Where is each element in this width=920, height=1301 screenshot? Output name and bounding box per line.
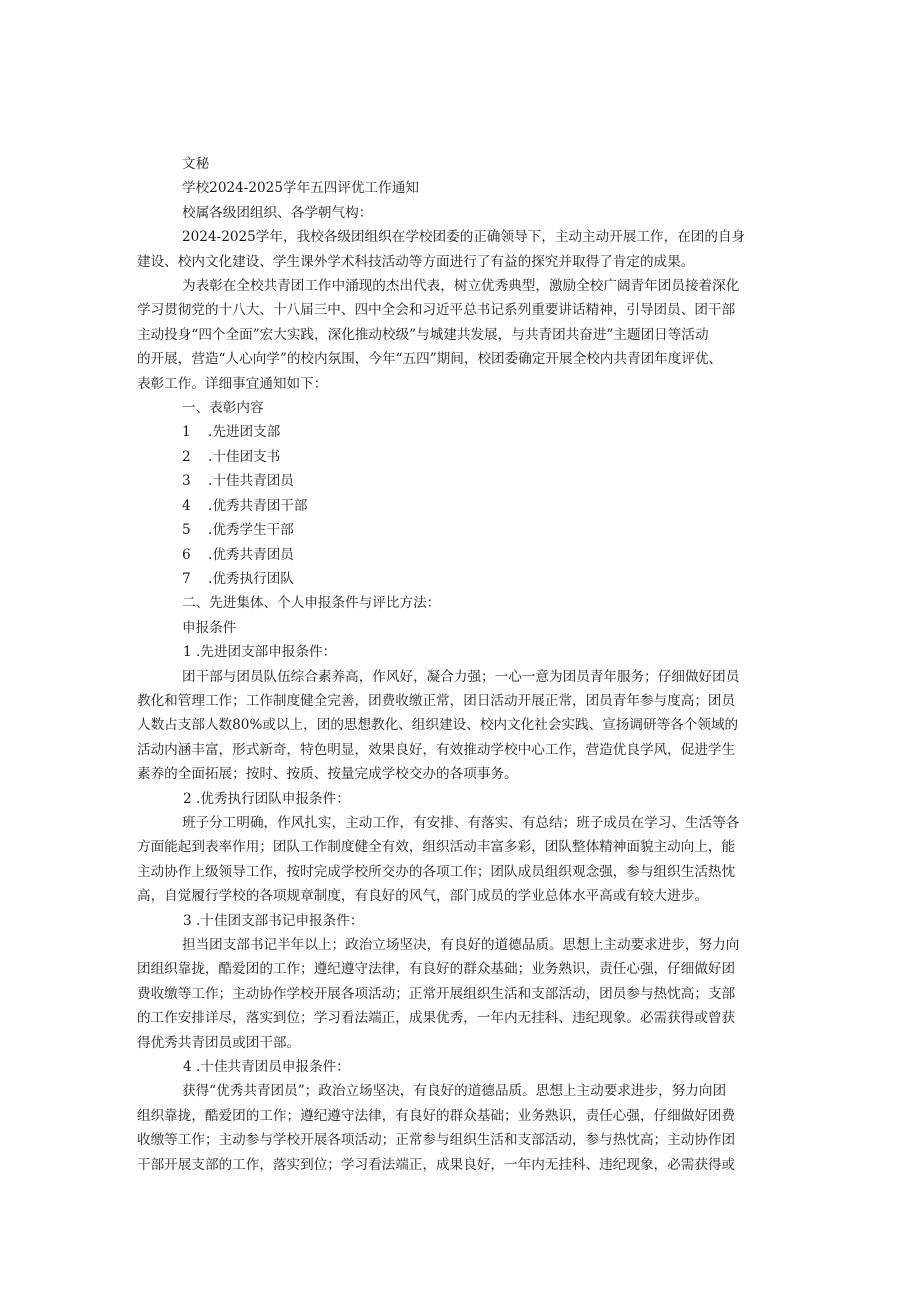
purpose-line: 主动投身“四个全面”宏大实践，深化推动校级”与城建共发展，与共青团共奋进”主题团日等活动 bbox=[137, 326, 709, 343]
condition4-heading: 4 .十佳共青团员申报条件： bbox=[183, 1059, 350, 1076]
paragraph-line: 干部开展支部的工作，落实到位；学习看法端正，成果良好，一年内无挂科、违纪现象，必需获得或 bbox=[137, 1156, 736, 1173]
list-item-label: .十佳共青团员 bbox=[208, 473, 294, 490]
list-item-label: .十佳团支书 bbox=[208, 448, 281, 465]
paragraph-line: 高，自觉履行学校的各项规章制度，有良好的风气，部门成员的学业总体水平高或有较大进步。 bbox=[137, 888, 708, 905]
paragraph-line: 团干部与团员队伍综合素养高，作风好，凝合力强；一心一意为团员青年服务；仔细做好团员 bbox=[182, 668, 740, 685]
intro-line: 建设、校内文化建设、学生课外学术科技活动等方面进行了有益的探究并取得了肯定的成果。 bbox=[137, 253, 695, 270]
list-item-label: .优秀共青团员 bbox=[208, 546, 294, 563]
paragraph-line: 得优秀共青团员或团干部。 bbox=[137, 1034, 301, 1051]
document-page bbox=[137, 152, 787, 1177]
condition2-heading: 2 .优秀执行团队申报条件： bbox=[183, 790, 350, 807]
paragraph-line: 收缴等工作；主动参与学校开展各项活动；正常参与组织生活和支部活动，参与热忱高；主动协作团 bbox=[137, 1132, 736, 1149]
paragraph-line: 团组织靠拢，酷爱团的工作；遵纪遵守法律，有良好的群众基础；业务熟识，责任心强，仔细做好团 bbox=[137, 961, 736, 978]
list-item bbox=[137, 420, 787, 444]
condition4-paragraph bbox=[137, 1079, 787, 1177]
doc-salutation: 校属各级团组织、各学朝气构： bbox=[182, 204, 373, 221]
paragraph-line: 方面能起到表率作用；团队工作制度健全有效，组织活动丰富多彩，团队整体精神面貌主动向上，能 bbox=[137, 839, 736, 856]
paragraph-line: 教化和管理工作；工作制度健全完善，团费收缴正常，团日活动开展正常，团员青年参与度高；团员 bbox=[137, 692, 736, 709]
paragraph-line: 素养的全面拓展；按时、按质、按量完成学校交办的各项事务。 bbox=[137, 766, 518, 783]
list-item bbox=[137, 445, 787, 469]
purpose-line: 表彰工作。详细事宜通知如下： bbox=[137, 375, 328, 392]
list-item-number: 1 bbox=[182, 424, 191, 441]
paragraph-line: 组织靠拢，酷爱团的工作；遵纪遵守法律，有良好的群众基础；业务熟识，责任心强，仔细做好团费 bbox=[137, 1107, 736, 1124]
intro-line: 2024-2025学年，我校各级团组织在学校团委的正确领导下，主动主动开展工作，在团的自身 bbox=[182, 229, 746, 246]
paragraph-line: 活动内涵丰富，形式新奇，特色明显，效果良好，有效推动学校中心工作，营造优良学风，促进学生 bbox=[137, 741, 736, 758]
list-item bbox=[137, 494, 787, 518]
list-item-number: 6 bbox=[182, 546, 191, 563]
list-item-number: 2 bbox=[182, 448, 191, 465]
doc-header: 文秘 bbox=[182, 156, 210, 172]
paragraph-line: 人数占支部人数80%或以上，团的思想教化、组织建设、校内文化社会实践、宣扬调研等各个领域的 bbox=[137, 717, 739, 734]
paragraph-line: 担当团支部书记半年以上；政治立场坚决，有良好的道德品质。思想上主动要求进步，努力向 bbox=[182, 937, 740, 953]
condition1-heading: 1 .先进团支部申报条件： bbox=[183, 644, 337, 661]
list-item-label: .优秀执行团队 bbox=[208, 570, 294, 587]
paragraph-line: 费收缴等工作；主动协作学校开展各项活动；正常开展组织生活和支部活动，团员参与热忱高；支部 bbox=[137, 985, 736, 1002]
list-item-number: 5 bbox=[182, 522, 191, 539]
purpose-line: 学习贯彻党的十八大、十八届三中、四中全会和习近平总书记系列重要讲话精神，引导团员、团干部 bbox=[137, 302, 736, 319]
list-item bbox=[137, 567, 787, 591]
purpose-line: 为表彰在全校共青团工作中涌现的杰出代表，树立优秀典型，激励全校广阔青年团员接着深化 bbox=[182, 278, 740, 295]
condition3-paragraph bbox=[137, 933, 787, 1055]
purpose-line: 的开展，营造“人心向学”的校内氛围，今年“五四”期间，校团委确定开展全校内共青团年度评优、 bbox=[137, 351, 723, 368]
paragraph-line: 获得“优秀共青团员”；政治立场坚决，有良好的道德品质。思想上主动要求进步，努力向团 bbox=[182, 1083, 727, 1100]
intro-paragraph bbox=[137, 225, 787, 274]
list-item-label: .优秀学生干部 bbox=[208, 522, 294, 539]
list-item-number: 3 bbox=[182, 473, 191, 490]
list-item bbox=[137, 543, 787, 567]
condition2-paragraph bbox=[137, 811, 787, 909]
paragraph-line: 的工作安排详尽，落实到位；学习看法端正，成果优秀，一年内无挂科、违纪现象。必需获得或曾获 bbox=[137, 1010, 736, 1027]
section2-heading: 二、先进集体、个人申报条件与评比方法： bbox=[182, 595, 441, 612]
condition1-paragraph bbox=[137, 665, 787, 787]
list-item-label: .优秀共青团干部 bbox=[208, 497, 308, 514]
section1-heading: 一、表彰内容 bbox=[182, 400, 264, 417]
purpose-paragraph bbox=[137, 274, 787, 396]
paragraph-line: 班子分工明确，作风扎实，主动工作，有安排、有落实、有总结；班子成员在学习、生活等各 bbox=[182, 814, 740, 831]
conditions-heading: 申报条件 bbox=[182, 619, 237, 636]
paragraph-line: 主动协作上级领导工作，按时完成学校所交办的各项工作；团队成员组织观念强，参与组织生活热忱 bbox=[137, 863, 736, 880]
condition3-heading: 3 .十佳团支部书记申报条件： bbox=[183, 912, 364, 929]
list-item-label: .先进团支部 bbox=[208, 424, 281, 441]
doc-title: 学校2024-2025学年五四评优工作通知 bbox=[182, 180, 419, 197]
list-item-number: 4 bbox=[182, 497, 191, 514]
list-item-number: 7 bbox=[182, 570, 191, 587]
awards-list bbox=[137, 420, 787, 591]
list-item bbox=[137, 469, 787, 493]
list-item bbox=[137, 518, 787, 542]
